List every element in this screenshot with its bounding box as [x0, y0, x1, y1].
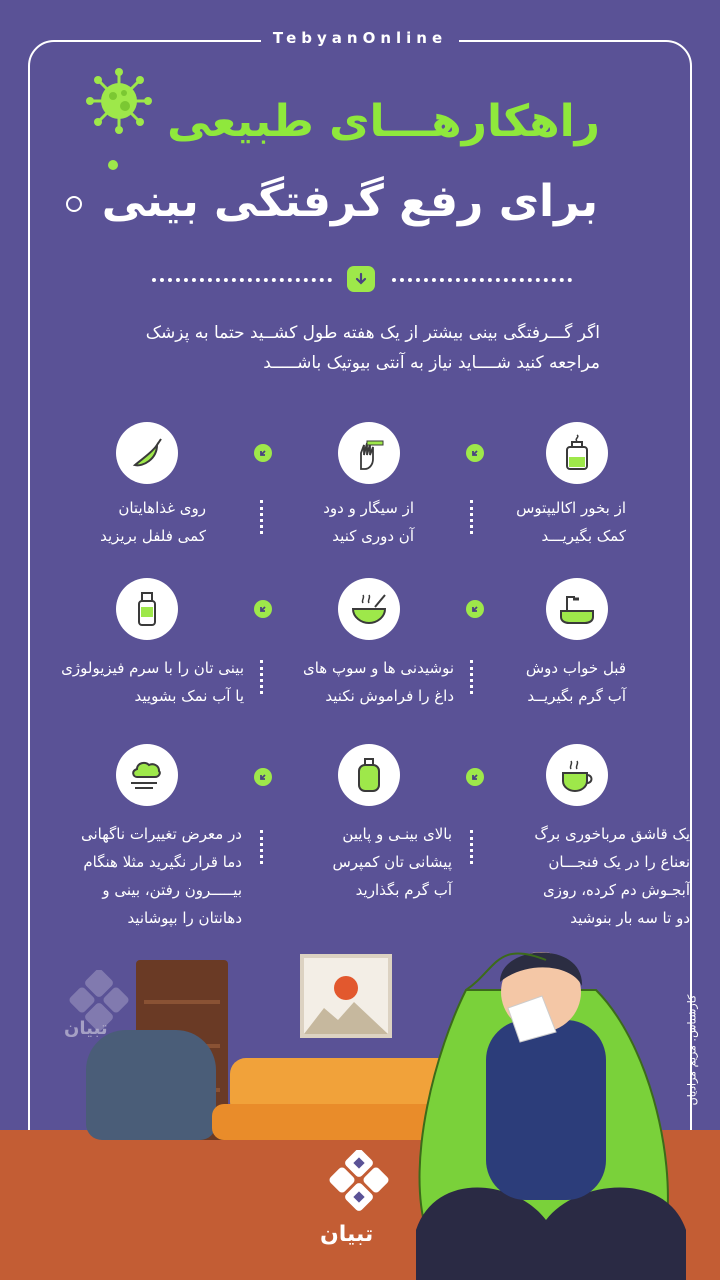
- tip-line: آبجـوش دم کرده، روزی: [542, 881, 690, 899]
- decor-dot: [108, 160, 118, 170]
- arrow-icon: [466, 768, 484, 786]
- dots-separator: [260, 500, 264, 534]
- tip-line: کمی فلفل بریزید: [100, 527, 206, 545]
- tip-line: بینی تان را با سرم فیزیولوژی: [61, 659, 244, 677]
- intro-text: اگر گـــرفتگی بینی بیشتر از یک هفته طول کشــید حتما به پزشک مراجعه کنید شــــاید نیاز به آنتی بیوتیک باشـــــد: [145, 323, 600, 373]
- tip-line: دما قرار نگیرید مثلا هنگام: [83, 853, 242, 871]
- tip-smoking: [323, 494, 414, 550]
- arrow-down-icon: [347, 266, 375, 292]
- dots-separator: [470, 660, 474, 694]
- tip-line: روی غذاهایتان: [118, 499, 206, 517]
- wall-picture: [300, 954, 392, 1038]
- tip-line: داغ را فراموش نکنید: [325, 687, 454, 705]
- expert-credit-text: کارشناس: مریم مرادیان: [685, 994, 699, 1106]
- tip-saline: [61, 654, 244, 710]
- chili-pepper-icon: [116, 422, 178, 484]
- tip-soup: [303, 654, 454, 710]
- eucalyptus-vapor-icon: [546, 422, 608, 484]
- tip-line: دو تا سه بار بنوشید: [570, 909, 690, 927]
- tip-pepper: [100, 494, 206, 550]
- tip-temperature: [81, 820, 242, 932]
- arrow-icon: [254, 768, 272, 786]
- arrow-icon: [254, 444, 272, 462]
- tip-line: یا آب نمک بشویید: [134, 687, 244, 705]
- tip-line: آب گرم بگذارید: [355, 881, 452, 899]
- tip-mint-tea: [534, 820, 690, 932]
- hot-water-bottle-icon: [338, 744, 400, 806]
- dots-separator: [470, 500, 474, 534]
- soup-bowl-icon: [338, 578, 400, 640]
- tip-compress: [332, 820, 452, 904]
- tip-line: دهانتان را بپوشانید: [127, 909, 242, 927]
- decor-ring: [66, 196, 82, 212]
- tip-line: از بخور اکالیپتوس: [516, 499, 626, 517]
- tip-line: در معرض تغییرات ناگهانی: [81, 825, 242, 843]
- brand-header: [0, 28, 720, 47]
- tip-line: از سیگار و دود: [323, 499, 414, 517]
- tea-cup-icon: [546, 744, 608, 806]
- tip-line: بیـــــرون رفتن، بینی و: [102, 881, 242, 899]
- dots-separator: [260, 660, 264, 694]
- no-smoking-hand-icon: [338, 422, 400, 484]
- tip-line: یک قاشق مرباخوری برگ: [534, 825, 690, 843]
- tebyan-logo: [326, 1150, 392, 1220]
- tip-line: کمک بگیریـــد: [541, 527, 626, 545]
- arrow-icon: [466, 444, 484, 462]
- tip-line: آب گرم بگیریــد: [527, 687, 626, 705]
- logo-text: تبیان: [320, 1222, 374, 1247]
- tip-line: نعناع را در یک فنجـــان: [548, 853, 690, 871]
- sick-person-illustration: [396, 930, 696, 1280]
- virus-icon: [86, 68, 152, 134]
- tip-line: قبل خواب دوش: [525, 659, 626, 677]
- dots-separator: [470, 830, 474, 864]
- expert-credit: [683, 988, 701, 1112]
- title-line-1: راهکارهـــای طبیعی: [167, 96, 600, 147]
- tip-eucalyptus: [516, 494, 626, 550]
- tip-line: پیشانی تان کمپرس: [332, 853, 452, 871]
- cold-wind-icon: [116, 744, 178, 806]
- dots-separator: [260, 830, 264, 864]
- brand-name: TebyanOnline: [261, 29, 459, 47]
- title-line-2: برای رفع گرفتگی بینی: [101, 176, 598, 227]
- arrow-icon: [466, 600, 484, 618]
- saline-bottle-icon: [116, 578, 178, 640]
- tip-line: آن دوری کنید: [332, 527, 414, 545]
- divider-left: [152, 278, 332, 282]
- tip-line: نوشیدنی ها و سوپ های: [302, 659, 454, 677]
- arrow-icon: [254, 600, 272, 618]
- bathtub-shower-icon: [546, 578, 608, 640]
- tip-shower: [526, 654, 626, 710]
- watermark-text: تبیان: [64, 1018, 108, 1039]
- tip-line: بالای بینـی و پایین: [342, 825, 452, 843]
- armchair: [86, 1030, 216, 1140]
- divider-right: [392, 278, 572, 282]
